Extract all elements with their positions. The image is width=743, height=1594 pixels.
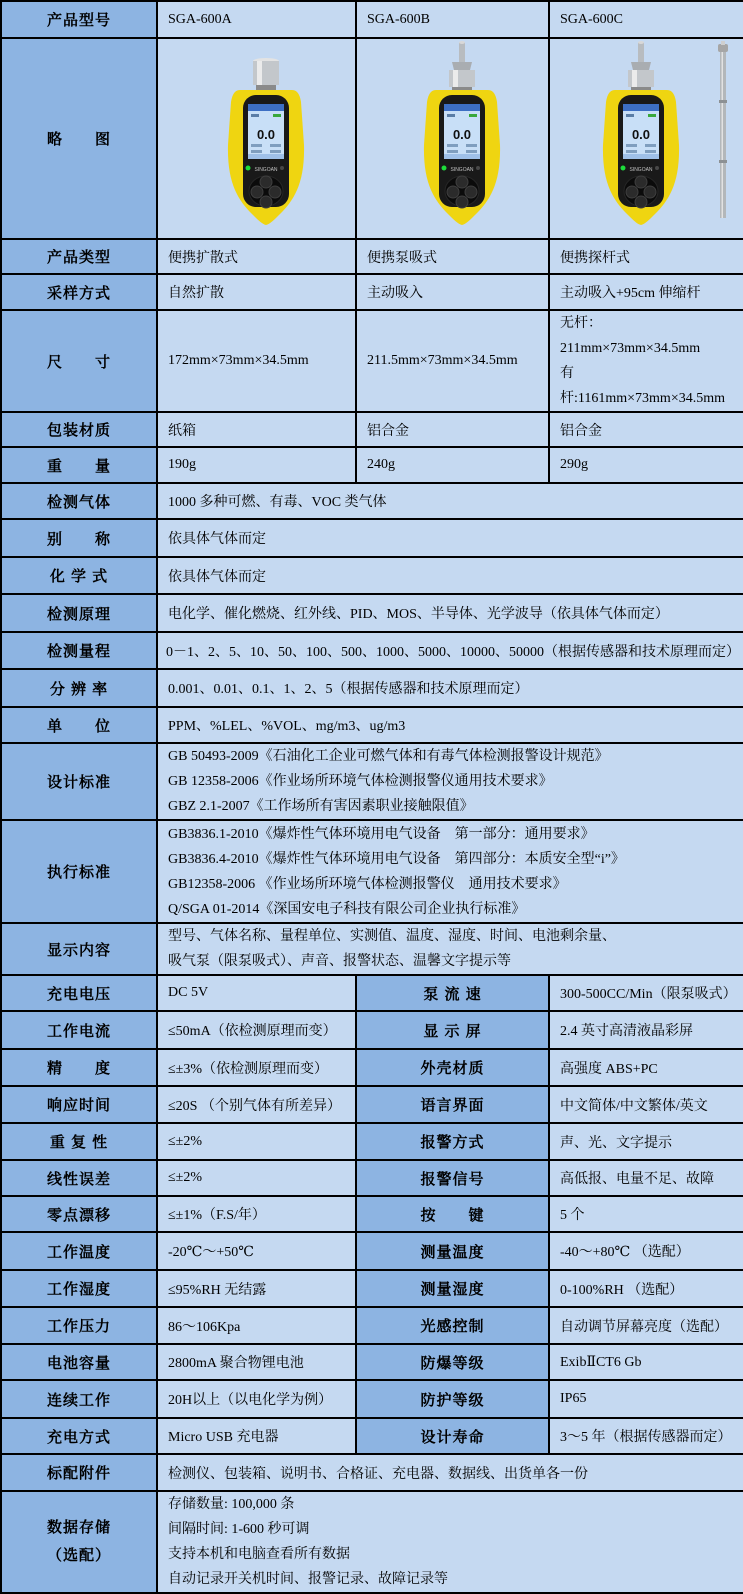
packaging-c: 铝合金	[549, 412, 743, 447]
product-photo-cell-a	[157, 38, 356, 239]
row-linearity-alarm-signal	[1, 1160, 743, 1196]
telescopic-rod-illustration	[718, 41, 728, 218]
model-name-c: SGA-600C	[549, 1, 743, 38]
shell-material-value: 高强度 ABS+PC	[549, 1049, 743, 1086]
data-storage-line: 支持本机和电脑查看所有数据	[168, 1547, 350, 1562]
row-label-chemical-formula: 化 学 式	[1, 557, 157, 594]
alarm-mode-value: 声、光、文字提示	[549, 1123, 743, 1160]
row-label-linearity-error: 线性误差	[1, 1160, 157, 1196]
working-humidity-value: ≤95%RH 无结露	[157, 1270, 356, 1307]
packaging-b: 铝合金	[356, 412, 549, 447]
row-label-measure-temp: 测量温度	[356, 1232, 549, 1270]
row-zero-drift-buttons	[1, 1196, 743, 1232]
row-label-charge-voltage: 充电电压	[1, 975, 157, 1011]
measure-humidity-value: 0-100%RH （选配）	[549, 1270, 743, 1307]
row-label-shell-material: 外壳材质	[356, 1049, 549, 1086]
row-exec-standards	[1, 820, 743, 923]
row-label-dimensions: 尺 寸	[1, 310, 157, 412]
row-dimensions	[1, 310, 743, 412]
row-label-packaging-material: 包装材质	[1, 412, 157, 447]
row-label-alarm-mode: 报警方式	[356, 1123, 549, 1160]
dimensions-a: 172mm×73mm×34.5mm	[157, 310, 356, 412]
working-temp-value: -20℃～+50℃	[157, 1232, 356, 1270]
device-b-brand: SINGOAN	[450, 167, 474, 173]
row-label-alarm-signal: 报警信号	[356, 1160, 549, 1196]
sampling-b: 主动吸入	[356, 274, 549, 310]
language-ui-value: 中文简体/中文繁体/英文	[549, 1086, 743, 1123]
dimensions-c-line2: 有杆:1161mm×73mm×34.5mm	[560, 366, 725, 406]
data-storage-line: 自动记录开关机时间、报警记录、故障记录等	[168, 1572, 448, 1587]
linearity-error-value: ≤±2%	[157, 1160, 356, 1196]
product-photo-cell-c	[549, 38, 743, 239]
row-label-working-humidity: 工作湿度	[1, 1270, 157, 1307]
row-accuracy-shell	[1, 1049, 743, 1086]
data-storage-value	[157, 1491, 743, 1593]
repeatability-value: ≤±2%	[157, 1123, 356, 1160]
exec-standard-line: GB12358-2006 《作业场所环境气体检测报警仪 通用技术要求》	[168, 876, 567, 892]
row-working-pressure-light-sense	[1, 1307, 743, 1344]
row-label-display-screen: 显 示 屏	[356, 1011, 549, 1049]
sampling-a: 自然扩散	[157, 274, 356, 310]
row-sketch	[1, 38, 743, 239]
data-storage-line: 存储数量: 100,000 条	[168, 1497, 295, 1512]
row-label-design-life: 设计寿命	[356, 1418, 549, 1454]
design-standard-line: GBZ 2.1-2007《工作场所有害因素职业接触限值》	[168, 799, 474, 814]
row-label-working-pressure: 工作压力	[1, 1307, 157, 1344]
row-label-sketch: 略 图	[1, 38, 157, 239]
data-storage-label-line2: （选配）	[46, 1547, 111, 1564]
row-label-resolution: 分 辨 率	[1, 669, 157, 707]
row-working-current-display	[1, 1011, 743, 1049]
row-label-alias: 别 称	[1, 519, 157, 557]
display-screen-value: 2.4 英寸高清液晶彩屏	[549, 1011, 743, 1049]
alias-value: 依具体气体而定	[157, 519, 743, 557]
exec-standard-line: GB3836.1-2010《爆炸性气体环境用电气设备 第一部分：通用要求》	[168, 826, 595, 842]
row-working-humidity-measure-humidity	[1, 1270, 743, 1307]
charge-method-value: Micro USB 充电器	[157, 1418, 356, 1454]
measure-temp-value: -40～+80℃ （选配）	[549, 1232, 743, 1270]
row-label-display-content: 显示内容	[1, 923, 157, 975]
data-storage-line: 间隔时间: 1-600 秒可调	[168, 1522, 310, 1537]
row-detected-gas	[1, 483, 743, 519]
row-working-temp-measure-temp	[1, 1232, 743, 1270]
row-label-buttons: 按 键	[356, 1196, 549, 1232]
row-label-pump-flow: 泵 流 速	[356, 975, 549, 1011]
row-label-light-sense-control: 光感控制	[356, 1307, 549, 1344]
product-type-a: 便携扩散式	[157, 239, 356, 274]
row-label-response-time: 响应时间	[1, 1086, 157, 1123]
row-charge-voltage-pump-flow	[1, 975, 743, 1011]
row-label-design-standards: 设计标准	[1, 743, 157, 820]
row-label-detection-principle: 检测原理	[1, 594, 157, 632]
exec-standard-line: GB3836.4-2010《爆炸性气体环境用电气设备 第四部分：本质安全型“i”》	[168, 851, 625, 867]
row-data-storage	[1, 1491, 743, 1593]
battery-capacity-value: 2800mA 聚合物锂电池	[157, 1344, 356, 1380]
charge-voltage-value: DC 5V	[157, 975, 356, 1011]
product-photo-cell-b	[356, 38, 549, 239]
model-name-b: SGA-600B	[356, 1, 549, 38]
row-detection-range	[1, 632, 743, 669]
working-current-value: ≤50mA（依检测原理而变）	[157, 1011, 356, 1049]
data-storage-label-line1: 数据存储	[46, 1519, 111, 1536]
buttons-value: 5 个	[549, 1196, 743, 1232]
row-label-protection-grade: 防护等级	[356, 1380, 549, 1418]
row-alias	[1, 519, 743, 557]
row-unit	[1, 707, 743, 743]
device-a-screen-reading: 0.0	[256, 127, 276, 142]
row-label-accuracy: 精 度	[1, 1049, 157, 1086]
display-content-line: 吸气泵（限泵吸式）、声音、报警状态、温馨文字提示等	[168, 954, 511, 969]
row-repeatability-alarm-mode	[1, 1123, 743, 1160]
explosion-proof-grade-value: ExibⅡCT6 Gb	[549, 1344, 743, 1380]
detection-range-value: 0－1、2、5、10、50、100、500、1000、5000、10000、50000（根据传感器和技术原理而定）	[157, 632, 743, 669]
row-label-detected-gas: 检测气体	[1, 483, 157, 519]
row-standard-accessories	[1, 1454, 743, 1491]
row-label-sampling-method: 采样方式	[1, 274, 157, 310]
design-standard-line: GB 50493-2009《石油化工企业可燃气体和有毒气体检测报警设计规范》	[168, 749, 609, 764]
standard-accessories-value: 检测仪、包装箱、说明书、合格证、充电器、数据线、出货单各一份	[157, 1454, 743, 1491]
display-content-line: 型号、气体名称、量程单位、实测值、温度、湿度、时间、电池剩余量、	[168, 929, 616, 944]
product-type-b: 便携泵吸式	[356, 239, 549, 274]
row-label-explosion-proof-grade: 防爆等级	[356, 1344, 549, 1380]
row-label-weight: 重 量	[1, 447, 157, 483]
design-life-value: 3～5 年（根据传感器而定）	[549, 1418, 743, 1454]
dimensions-b: 211.5mm×73mm×34.5mm	[356, 310, 549, 412]
response-time-value: ≤20S （个别气体有所差异）	[157, 1086, 356, 1123]
accuracy-value: ≤±3%（依检测原理而变）	[157, 1049, 356, 1086]
device-a-brand: SINGOAN	[254, 167, 278, 173]
row-label-product-type: 产品类型	[1, 239, 157, 274]
exec-standards-value	[157, 820, 743, 923]
pump-flow-value: 300-500CC/Min（限泵吸式）	[549, 975, 743, 1011]
zero-drift-value: ≤±1%（F.S/年）	[157, 1196, 356, 1232]
product-type-c: 便携探杆式	[549, 239, 743, 274]
row-resolution	[1, 669, 743, 707]
row-label-data-storage	[1, 1491, 157, 1593]
row-chemical-formula	[1, 557, 743, 594]
device-c-screen-reading: 0.0	[631, 127, 651, 142]
alarm-signal-value: 高低报、电量不足、故障	[549, 1160, 743, 1196]
row-label-charge-method: 充电方式	[1, 1418, 157, 1454]
row-label-continuous-work: 连续工作	[1, 1380, 157, 1418]
sampling-c: 主动吸入+95cm 伸缩杆	[549, 274, 743, 310]
row-packaging-material	[1, 412, 743, 447]
packaging-a: 纸箱	[157, 412, 356, 447]
row-label-detection-range: 检测量程	[1, 632, 157, 669]
chemical-formula-value: 依具体气体而定	[157, 557, 743, 594]
row-weight	[1, 447, 743, 483]
dimensions-c-line1: 无杆：211mm×73mm×34.5mm	[560, 316, 701, 356]
detection-principle-value: 电化学、催化燃烧、红外线、PID、MOS、半导体、光学波导（依具体气体而定）	[157, 594, 743, 632]
row-display-content	[1, 923, 743, 975]
dimensions-c	[549, 310, 743, 412]
row-response-time-language	[1, 1086, 743, 1123]
design-standards-value	[157, 743, 743, 820]
row-continuous-work-protection	[1, 1380, 743, 1418]
row-charge-method-design-life	[1, 1418, 743, 1454]
detected-gas-value: 1000 多种可燃、有毒、VOC 类气体	[157, 483, 743, 519]
row-battery-explosion-proof	[1, 1344, 743, 1380]
row-label-product-model: 产品型号	[1, 1, 157, 38]
protection-grade-value: IP65	[549, 1380, 743, 1418]
row-product-type	[1, 239, 743, 274]
row-design-standards	[1, 743, 743, 820]
device-b-screen-reading: 0.0	[452, 127, 472, 142]
row-label-standard-accessories: 标配附件	[1, 1454, 157, 1491]
unit-value: PPM、%LEL、%VOL、mg/m3、ug/m3	[157, 707, 743, 743]
weight-b: 240g	[356, 447, 549, 483]
device-c-brand: SINGOAN	[629, 167, 653, 173]
weight-c: 290g	[549, 447, 743, 483]
row-label-measure-humidity: 测量湿度	[356, 1270, 549, 1307]
row-label-unit: 单 位	[1, 707, 157, 743]
row-detection-principle	[1, 594, 743, 632]
row-label-working-temp: 工作温度	[1, 1232, 157, 1270]
light-sense-control-value: 自动调节屏幕亮度（选配）	[549, 1307, 743, 1344]
design-standard-line: GB 12358-2006《作业场所环境气体检测报警仪通用技术要求》	[168, 774, 553, 789]
continuous-work-value: 20H以上（以电化学为例）	[157, 1380, 356, 1418]
row-label-working-current: 工作电流	[1, 1011, 157, 1049]
row-label-exec-standards: 执行标准	[1, 820, 157, 923]
model-name-a: SGA-600A	[157, 1, 356, 38]
row-sampling-method	[1, 274, 743, 310]
row-label-repeatability: 重 复 性	[1, 1123, 157, 1160]
row-label-zero-drift: 零点漂移	[1, 1196, 157, 1232]
display-content-value	[157, 923, 743, 975]
row-label-language-ui: 语言界面	[356, 1086, 549, 1123]
row-label-battery-capacity: 电池容量	[1, 1344, 157, 1380]
exec-standard-line: Q/SGA 01-2014《深国安电子科技有限公司企业执行标准》	[168, 901, 526, 917]
device-a-photo	[168, 40, 356, 237]
resolution-value: 0.001、0.01、0.1、1、2、5（根据传感器和技术原理而定）	[157, 669, 743, 707]
row-product-model	[1, 1, 743, 38]
working-pressure-value: 86～106Kpa	[157, 1307, 356, 1344]
device-b-photo	[367, 40, 549, 237]
weight-a: 190g	[157, 447, 356, 483]
device-c-photo	[560, 40, 743, 237]
